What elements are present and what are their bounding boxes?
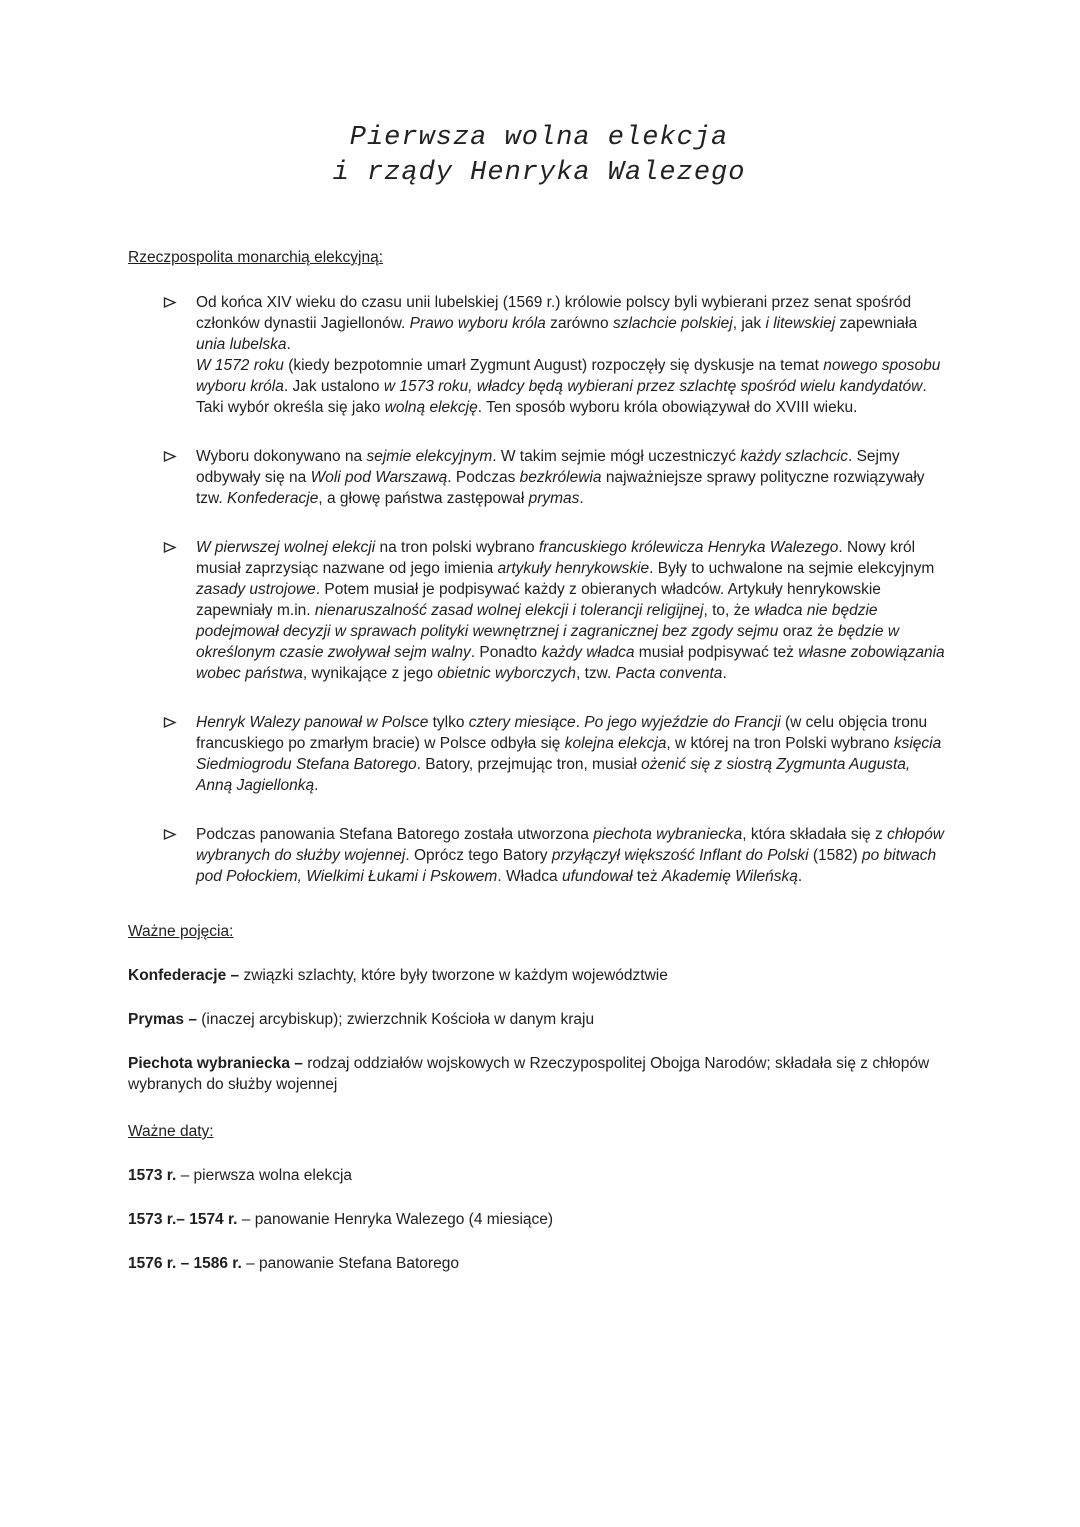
- date-text: – pierwsza wolna elekcja: [176, 1167, 353, 1184]
- date-item-1576-1586: [128, 1253, 950, 1274]
- date-term: 1573 r.: [128, 1167, 177, 1184]
- definition-term: Piechota wybraniecka –: [128, 1055, 303, 1072]
- section-heading-wazne-daty: Ważne daty:: [128, 1123, 214, 1140]
- date-item-1573: [128, 1165, 950, 1186]
- date-text: – panowanie Stefana Batorego: [241, 1255, 459, 1272]
- bullet-text: Od końca XIV wieku do czasu unii lubelskiej (1569 r.) królowie polscy byli wybierani przez senat spośród członków dynastii Jagiellonów. Prawo wyboru króla zarówno szlachcie polskiej, jak i litewskiej zapewniała unia lubelska. W 1572 roku (kiedy bezpotomnie umarł Zygmunt August) rozpoczęły się dyskusje na temat nowego sposobu wyboru króla. Jak ustalono w 1573 roku, władcy będą wybierani przez szlachtę spośród wielu kandydatów. Taki wybór określa się jako wolną elekcję. Ten sposób wyboru króla obowiązywał do XVIII wieku.: [196, 294, 941, 416]
- bullet-list: [128, 292, 950, 887]
- definition-text: związki szlachty, które były tworzone w każdym województwie: [239, 967, 668, 984]
- date-term: 1576 r. – 1586 r.: [128, 1255, 242, 1272]
- document-title-line-1: Pierwsza wolna elekcja: [349, 123, 729, 153]
- definition-term: Konfederacje –: [128, 967, 240, 984]
- arrow-bullet-icon: [163, 541, 177, 554]
- date-term: 1573 r.– 1574 r.: [128, 1211, 238, 1228]
- definition-term: Prymas –: [128, 1011, 197, 1028]
- bullet-text: W pierwszej wolnej elekcji na tron polski wybrano francuskiego królewicza Henryka Walezego. Nowy król musiał zaprzysiąc nazwane od jego imienia artykuły henrykowskie. Były to uchwalone na sejmie elekcyjnym zasady ustrojowe. Potem musiał je podpisywać każdy z obieranych władców. Artykuły henrykowskie zapewniały m.in. nienaruszalność zasad wolnej elekcji i tolerancji religijnej, to, że władca nie będzie podejmował decyzji w sprawach polityki wewnętrznej i zagranicznej bez zgody sejmu oraz że będzie w określonym czasie zwoływał sejm walny. Ponadto każdy władca musiał podpisywać też własne zobowiązania wobec państwa, wynikające z jego obietnic wyborczych, tzw. Pacta conventa.: [196, 539, 945, 682]
- section-heading-wazne-pojecia: Ważne pojęcia:: [128, 923, 234, 940]
- bullet-item-stefan-batory: [128, 824, 950, 887]
- bullet-item-artykuly-henrykowskie: [128, 537, 950, 684]
- definition-prymas: [128, 1009, 950, 1030]
- definition-text: rodzaj oddziałów wojskowych w Rzeczypospolitej Obojga Narodów; składała się z chłopów wybranych do służby wojennej: [128, 1055, 930, 1093]
- bullet-item-sejm-elekcyjny: [128, 446, 950, 509]
- document-title: [128, 0, 950, 191]
- definition-piechota-wybraniecka: [128, 1053, 950, 1095]
- bullet-item-henryk-walezy: [128, 712, 950, 796]
- arrow-bullet-icon: [163, 296, 177, 309]
- section-heading-monarchia-elekcyjna: Rzeczpospolita monarchią elekcyjną:: [128, 249, 384, 266]
- bullet-text: Henryk Walezy panował w Polsce tylko cztery miesiące. Po jego wyjeździe do Francji (w celu objęcia tronu francuskiego po zmarłym bracie) w Polsce odbyła się kolejna elekcja, w której na tron Polski wybrano księcia Siedmiogrodu Stefana Batorego. Batory, przejmując tron, musiał ożenić się z siostrą Zygmunta Augusta, Anną Jagiellonką.: [196, 714, 942, 794]
- arrow-bullet-icon: [163, 716, 177, 729]
- bullet-text: Wyboru dokonywano na sejmie elekcyjnym. W takim sejmie mógł uczestniczyć każdy szlachcic. Sejmy odbywały się na Woli pod Warszawą. Podczas bezkrólewia najważniejsze sprawy polityczne rozwiązywały tzw. Konfederacje, a głowę państwa zastępował prymas.: [196, 448, 925, 507]
- arrow-bullet-icon: [163, 450, 177, 463]
- date-text: – panowanie Henryka Walezego (4 miesiące): [237, 1211, 554, 1228]
- date-item-1573-1574: [128, 1209, 950, 1230]
- bullet-item-elekcja-geneza: [128, 292, 950, 418]
- arrow-bullet-icon: [163, 828, 177, 841]
- definition-konfederacje: [128, 965, 950, 986]
- document-title-line-2: i rządy Henryka Walezego: [332, 158, 746, 188]
- definition-text: (inaczej arcybiskup); zwierzchnik Kościoła w danym kraju: [196, 1011, 595, 1028]
- bullet-text: Podczas panowania Stefana Batorego została utworzona piechota wybraniecka, która składała się z chłopów wybranych do służby wojennej. Oprócz tego Batory przyłączył większość Inflant do Polski (1582) po bitwach pod Połockiem, Wielkimi Łukami i Pskowem. Władca ufundował też Akademię Wileńską.: [196, 826, 944, 885]
